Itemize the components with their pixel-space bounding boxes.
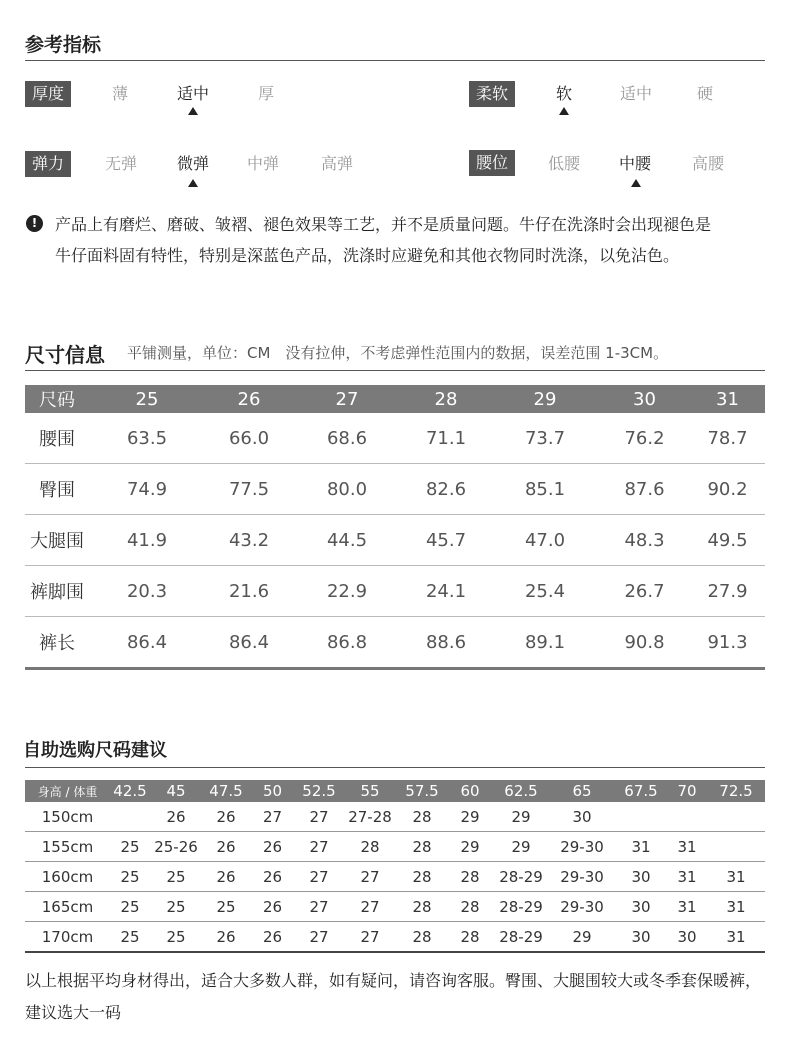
recommend-title: 自助选购尺码建议	[23, 740, 167, 761]
recommend-table-cell: 26	[150, 802, 202, 832]
table-row	[25, 922, 765, 953]
thickness-label: 厚度	[25, 81, 71, 107]
recommend-table-cell	[667, 802, 707, 832]
size-table-cell: 91.3	[690, 617, 765, 669]
recommend-table-cell: 28	[397, 862, 447, 892]
recommend-table-cell: 26	[250, 832, 295, 862]
waist-rise-option-mid: 中腰	[618, 154, 651, 173]
size-table-header-cell: 28	[401, 385, 491, 413]
recommend-footer-note: 以上根据平均身材得出，适合大多数人群，如有疑问，请咨询客服。臀围、大腿围较大或冬季套保暖裤，建议选大一码	[25, 971, 762, 1022]
size-table-row-label: 大腿围	[25, 515, 89, 566]
size-table-row-label: 臀围	[25, 464, 89, 515]
recommend-table-cell: 27	[343, 922, 397, 953]
recommend-table-cell	[707, 832, 765, 862]
recommend-table-cell: 27	[250, 802, 295, 832]
recommend-table-cell: 31	[667, 862, 707, 892]
recommend-table-cell: 25	[150, 922, 202, 953]
recommend-table-cell: 27	[295, 802, 343, 832]
recommend-table-cell: 26	[202, 862, 250, 892]
table-row	[25, 832, 765, 862]
recommend-table-row-label: 165cm	[25, 892, 110, 922]
recommend-table-header-cell: 45	[150, 780, 202, 802]
exclamation-icon: !	[26, 215, 43, 232]
size-table-cell: 71.1	[401, 413, 491, 464]
recommend-table-header-cell: 60	[447, 780, 493, 802]
recommend-table-cell: 25	[202, 892, 250, 922]
size-table-cell: 26.7	[599, 566, 690, 617]
recommend-table-cell: 25	[110, 922, 150, 953]
recommend-table-cell: 31	[667, 832, 707, 862]
recommend-table-cell: 27	[295, 892, 343, 922]
table-row	[25, 802, 765, 832]
softness-selected-marker-icon	[559, 107, 569, 115]
recommend-table-cell: 28	[447, 862, 493, 892]
recommend-table-cell: 28	[397, 892, 447, 922]
size-table-cell: 82.6	[401, 464, 491, 515]
size-table-row-label: 腰围	[25, 413, 89, 464]
size-table-cell: 43.2	[205, 515, 293, 566]
recommend-table-cell: 29	[447, 832, 493, 862]
size-table-cell: 21.6	[205, 566, 293, 617]
recommend-table-cell	[615, 802, 667, 832]
size-info-subtitle: 平铺测量，单位：CM 没有拉伸，不考虑弹性范围内的数据，误差范围 1-3CM。	[127, 344, 669, 362]
recommend-table-row-label: 160cm	[25, 862, 110, 892]
recommend-table-cell: 29-30	[549, 832, 615, 862]
recommend-table-cell: 26	[202, 802, 250, 832]
size-table-cell: 86.4	[89, 617, 205, 669]
size-table-cell: 66.0	[205, 413, 293, 464]
recommend-table-header-cell: 62.5	[493, 780, 549, 802]
notice-line-1: 产品上有磨烂、磨破、皱褶、褪色效果等工艺，并不是质量问题。牛仔在洗涤时会出现褪色是	[55, 215, 712, 234]
recommend-table-header-cell: 67.5	[615, 780, 667, 802]
size-table-cell: 24.1	[401, 566, 491, 617]
thickness-selected-marker-icon	[188, 107, 198, 115]
recommend-table-cell: 28-29	[493, 892, 549, 922]
thickness-option-thick: 厚	[257, 84, 274, 103]
recommend-table-cell: 27	[295, 922, 343, 953]
size-table-cell: 77.5	[205, 464, 293, 515]
recommend-table-cell: 28-29	[493, 862, 549, 892]
size-table-header-cell: 尺码	[25, 385, 89, 413]
recommend-divider	[25, 767, 765, 768]
recommend-table-row-label: 170cm	[25, 922, 110, 953]
size-table-cell: 88.6	[401, 617, 491, 669]
recommend-table-cell: 26	[250, 862, 295, 892]
size-table-header-cell: 29	[491, 385, 599, 413]
thickness-option-thin: 薄	[111, 84, 128, 103]
size-table-body	[25, 413, 765, 669]
recommend-table-row-label: 155cm	[25, 832, 110, 862]
recommend-table-cell: 25	[150, 892, 202, 922]
size-table-header	[25, 385, 765, 413]
recommend-table-cell: 29-30	[549, 862, 615, 892]
size-table-cell: 86.8	[293, 617, 401, 669]
recommend-table-header-cell: 身高 / 体重	[25, 780, 110, 802]
size-table-header-cell: 31	[690, 385, 765, 413]
recommend-table-cell: 31	[615, 832, 667, 862]
recommend-table-header-cell: 70	[667, 780, 707, 802]
recommend-table-cell: 25	[110, 892, 150, 922]
size-table-cell: 85.1	[491, 464, 599, 515]
elasticity-option-high: 高弹	[320, 154, 353, 173]
recommend-table-cell: 31	[667, 892, 707, 922]
size-table-cell: 78.7	[690, 413, 765, 464]
size-table-row-label: 裤长	[25, 617, 89, 669]
recommend-table-header-cell: 47.5	[202, 780, 250, 802]
recommend-table-cell: 27	[295, 862, 343, 892]
size-table-cell: 25.4	[491, 566, 599, 617]
recommend-table-cell: 28	[397, 832, 447, 862]
waist-rise-option-high: 高腰	[691, 154, 724, 173]
notice-line-2: 牛仔面料固有特性，特别是深蓝色产品，洗涤时应避免和其他衣物同时洗涤，以免沾色。	[55, 246, 680, 265]
size-table-cell: 76.2	[599, 413, 690, 464]
recommend-table	[25, 780, 765, 953]
size-table-header-cell: 30	[599, 385, 690, 413]
table-row	[25, 464, 765, 515]
recommend-table-header-cell: 57.5	[397, 780, 447, 802]
size-table-cell: 68.6	[293, 413, 401, 464]
recommend-table-cell: 26	[202, 832, 250, 862]
table-row	[25, 617, 765, 669]
size-table-cell: 27.9	[690, 566, 765, 617]
recommend-table-cell: 31	[707, 922, 765, 953]
table-row	[25, 566, 765, 617]
recommend-table-cell: 30	[667, 922, 707, 953]
recommend-table-cell: 25	[150, 862, 202, 892]
table-row	[25, 515, 765, 566]
recommend-table-cell: 26	[202, 922, 250, 953]
recommend-table-header-cell: 55	[343, 780, 397, 802]
recommend-table-header-cell: 52.5	[295, 780, 343, 802]
recommend-table-cell: 28	[397, 802, 447, 832]
recommend-table-cell: 28	[447, 892, 493, 922]
recommend-table-row-label: 150cm	[25, 802, 110, 832]
size-table-header-cell: 25	[89, 385, 205, 413]
size-table-cell: 49.5	[690, 515, 765, 566]
recommend-table-cell: 30	[549, 802, 615, 832]
recommend-table-cell: 27	[295, 832, 343, 862]
elasticity-label: 弹力	[25, 151, 71, 177]
size-table-cell: 47.0	[491, 515, 599, 566]
table-row	[25, 892, 765, 922]
size-table-cell: 44.5	[293, 515, 401, 566]
size-table-cell: 48.3	[599, 515, 690, 566]
size-table-cell: 86.4	[205, 617, 293, 669]
recommend-table-cell: 30	[615, 862, 667, 892]
recommend-table-cell: 31	[707, 892, 765, 922]
size-table-cell: 74.9	[89, 464, 205, 515]
size-table-header-cell: 27	[293, 385, 401, 413]
size-table-cell: 89.1	[491, 617, 599, 669]
size-table-header-cell: 26	[205, 385, 293, 413]
recommend-table-header-cell: 72.5	[707, 780, 765, 802]
recommend-table-cell: 29	[447, 802, 493, 832]
recommend-table-cell: 30	[615, 892, 667, 922]
recommend-table-cell: 31	[707, 862, 765, 892]
waist-rise-option-low: 低腰	[547, 154, 580, 173]
recommend-table-cell: 29-30	[549, 892, 615, 922]
elasticity-option-none: 无弹	[104, 154, 137, 173]
reference-title: 参考指标	[25, 34, 102, 56]
recommend-table-cell: 28	[343, 832, 397, 862]
table-row	[25, 413, 765, 464]
recommend-table-header-cell: 65	[549, 780, 615, 802]
recommend-table-cell: 26	[250, 922, 295, 953]
size-table-cell: 80.0	[293, 464, 401, 515]
size-table-cell: 73.7	[491, 413, 599, 464]
softness-option-medium: 适中	[619, 84, 652, 103]
waist-rise-label: 腰位	[469, 150, 515, 176]
size-info-divider	[25, 370, 765, 371]
recommend-table-cell: 27-28	[343, 802, 397, 832]
elasticity-option-slight: 微弹	[176, 154, 209, 173]
recommend-table-header-cell: 50	[250, 780, 295, 802]
recommend-table-cell: 28	[397, 922, 447, 953]
softness-option-hard: 硬	[696, 84, 713, 103]
size-table-cell: 22.9	[293, 566, 401, 617]
recommend-table-cell: 30	[615, 922, 667, 953]
size-info-title: 尺寸信息	[25, 343, 105, 367]
recommend-table-cell: 28	[447, 922, 493, 953]
size-table-cell: 20.3	[89, 566, 205, 617]
size-table	[25, 385, 765, 670]
recommend-table-cell	[110, 802, 150, 832]
recommend-table-cell: 29	[493, 802, 549, 832]
elasticity-selected-marker-icon	[188, 179, 198, 187]
recommend-table-cell: 29	[493, 832, 549, 862]
softness-option-soft: 软	[555, 84, 572, 103]
size-table-cell: 87.6	[599, 464, 690, 515]
table-row	[25, 862, 765, 892]
size-table-cell: 90.2	[690, 464, 765, 515]
recommend-table-cell: 25-26	[150, 832, 202, 862]
recommend-table-cell: 25	[110, 862, 150, 892]
size-table-cell: 41.9	[89, 515, 205, 566]
size-table-cell: 90.8	[599, 617, 690, 669]
recommend-table-cell: 27	[343, 892, 397, 922]
recommend-table-header-cell: 42.5	[110, 780, 150, 802]
size-table-row-label: 裤脚围	[25, 566, 89, 617]
size-table-cell: 63.5	[89, 413, 205, 464]
recommend-table-cell: 25	[110, 832, 150, 862]
recommend-table-cell: 27	[343, 862, 397, 892]
waist-rise-selected-marker-icon	[631, 179, 641, 187]
reference-divider	[25, 60, 765, 61]
elasticity-option-medium: 中弹	[246, 154, 279, 173]
recommend-table-body	[25, 802, 765, 952]
recommend-table-cell: 29	[549, 922, 615, 953]
recommend-table-cell: 28-29	[493, 922, 549, 953]
recommend-table-cell: 26	[250, 892, 295, 922]
recommend-table-cell	[707, 802, 765, 832]
softness-label: 柔软	[469, 81, 515, 107]
thickness-option-medium: 适中	[176, 84, 209, 103]
recommend-table-header	[25, 780, 765, 802]
size-table-cell: 45.7	[401, 515, 491, 566]
